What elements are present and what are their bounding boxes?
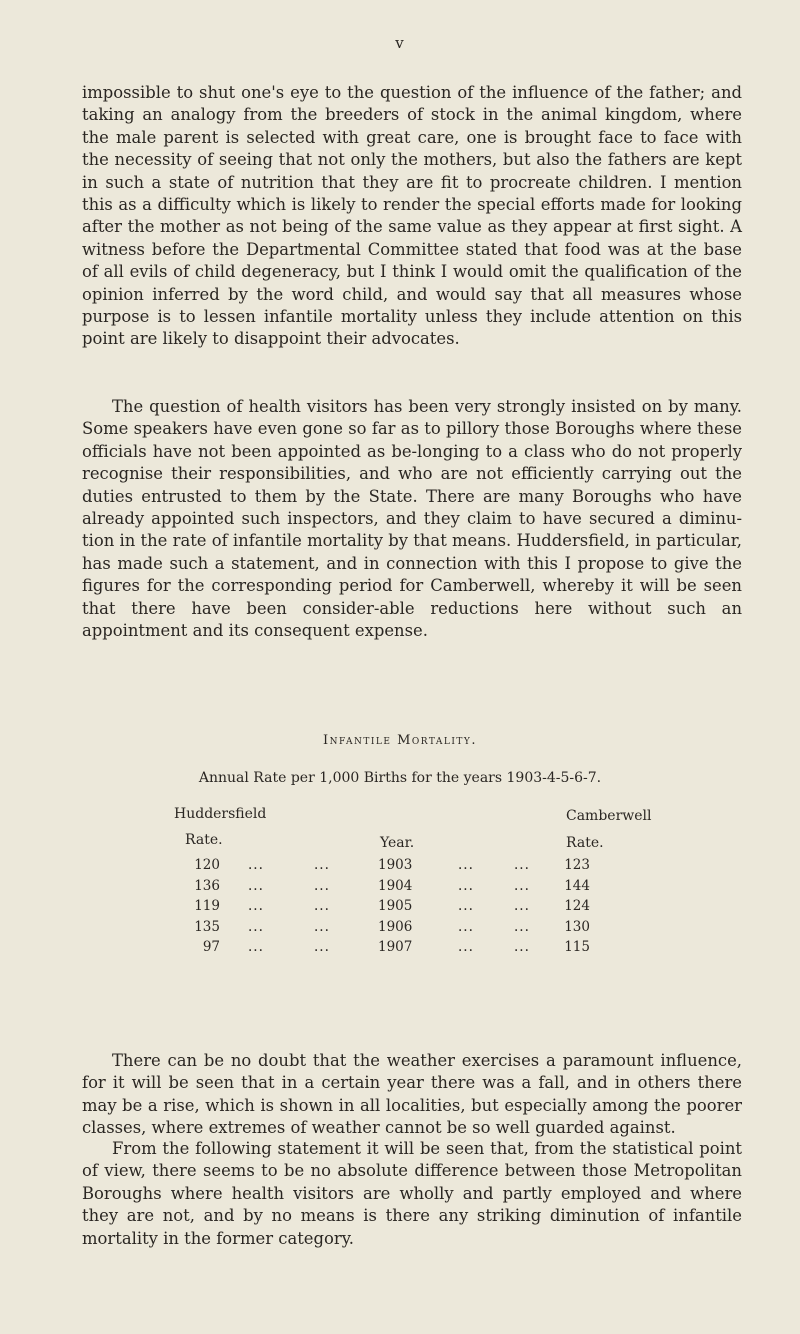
- leader-dots: ...: [514, 898, 530, 914]
- paragraph-father-influence: impossible to shut one's eye to the question of the influence of the father; and taking an analogy from the breeders of stock in the animal kingdom, where the male parent is selected with great care, one is brought face to face with the necessity of seeing that not only the mothers, but also the fathers are kept in such a state of nutrition that they are fit to procreate children. I mention this as a difficulty which is likely to render the special efforts made for looking after the mother as not being of the same value as they appear at first sight. A witness before the Departmental Committee stated that food was at the base of all evils of child degeneracy, but I think I would omit the qualification of the opinion inferred by the word child, and would say that all measures whose purpose is to lessen infantile mortality unless they include attention on this point are likely to disappoint their advocates.: [82, 83, 742, 349]
- mortality-table: [0, 857, 800, 960]
- column-header-camberwell-rate: Rate.: [566, 835, 604, 851]
- table-row: [0, 898, 800, 919]
- table-row: [0, 939, 800, 960]
- leader-dots: ...: [248, 857, 264, 873]
- table-row: [0, 919, 800, 940]
- leader-dots: ...: [514, 857, 530, 873]
- table-title: Infantile Mortality.: [322, 733, 477, 748]
- camberwell-rate-cell: 123: [564, 857, 590, 873]
- page-number: v: [395, 34, 405, 52]
- leader-dots: ...: [514, 939, 530, 955]
- camberwell-rate-cell: 144: [564, 877, 590, 894]
- column-header-huddersfield-rate: Rate.: [185, 832, 223, 848]
- camberwell-rate-cell: 130: [564, 918, 590, 935]
- leader-dots: ...: [314, 857, 330, 873]
- year-cell: 1906: [378, 918, 413, 935]
- column-header-camberwell: Camberwell: [566, 808, 652, 824]
- column-header-year: Year.: [380, 835, 415, 851]
- paragraph-health-visitors: The question of health visitors has been very strongly insisted on by many. Some speakers have even gone so far as to pillory those Boroughs where these officials have not been appointed as be-longing to a class who do not properly recognise their responsibilities, and who are not efficiently carrying out the duties entrusted to them by the State. There are many Boroughs who have already appointed such inspectors, and they claim to have secured a diminu-tion in the rate of infantile mortality by that means. Huddersfield, in particular, has made such a statement, and in connection with this I propose to give the figures for the corresponding period for Camberwell, whereby it will be seen that there have been consider-able reductions here without such an appointment and its consequent expense.: [82, 397, 742, 641]
- paragraph-weather-influence: There can be no doubt that the weather exercises a paramount influence, for it will be seen that in a certain year there was a fall, and in others there may be a rise, which is shown in all localities, but especially among the poorer classes, where extremes of weather cannot be so well guarded against.: [82, 1051, 742, 1138]
- year-cell: 1905: [378, 898, 413, 914]
- year-cell: 1903: [378, 857, 413, 873]
- huddersfield-rate-cell: 119: [194, 898, 220, 914]
- leader-dots: ...: [314, 939, 330, 955]
- year-cell: 1904: [378, 877, 413, 894]
- leader-dots: ...: [248, 918, 264, 935]
- huddersfield-rate-cell: 135: [194, 918, 220, 935]
- leader-dots: ...: [458, 918, 474, 935]
- table-row: [0, 857, 800, 878]
- huddersfield-rate-cell: 97: [202, 939, 220, 955]
- column-header-huddersfield: Huddersfield: [174, 806, 267, 822]
- leader-dots: ...: [458, 898, 474, 914]
- leader-dots: ...: [514, 918, 530, 935]
- huddersfield-rate-cell: 120: [194, 857, 220, 873]
- leader-dots: ...: [248, 939, 264, 955]
- camberwell-rate-cell: 124: [564, 898, 590, 914]
- leader-dots: ...: [458, 877, 474, 894]
- leader-dots: ...: [514, 877, 530, 894]
- leader-dots: ...: [314, 877, 330, 894]
- year-cell: 1907: [378, 939, 413, 955]
- leader-dots: ...: [248, 877, 264, 894]
- camberwell-rate-cell: 115: [564, 939, 590, 955]
- table-row: [0, 878, 800, 899]
- huddersfield-rate-cell: 136: [194, 877, 220, 894]
- leader-dots: ...: [314, 898, 330, 914]
- table-subtitle: Annual Rate per 1,000 Births for the years 1903-4-5-6-7.: [198, 770, 602, 786]
- paragraph-statistical-statement: From the following statement it will be seen that, from the statistical point of view, there seems to be no absolute difference between those Metropolitan Boroughs where health visitors are wholly and partly employed and where they are not, and by no means is there any striking diminution of infantile mortality in the former category.: [82, 1139, 742, 1248]
- leader-dots: ...: [248, 898, 264, 914]
- leader-dots: ...: [458, 939, 474, 955]
- leader-dots: ...: [314, 918, 330, 935]
- leader-dots: ...: [458, 857, 474, 873]
